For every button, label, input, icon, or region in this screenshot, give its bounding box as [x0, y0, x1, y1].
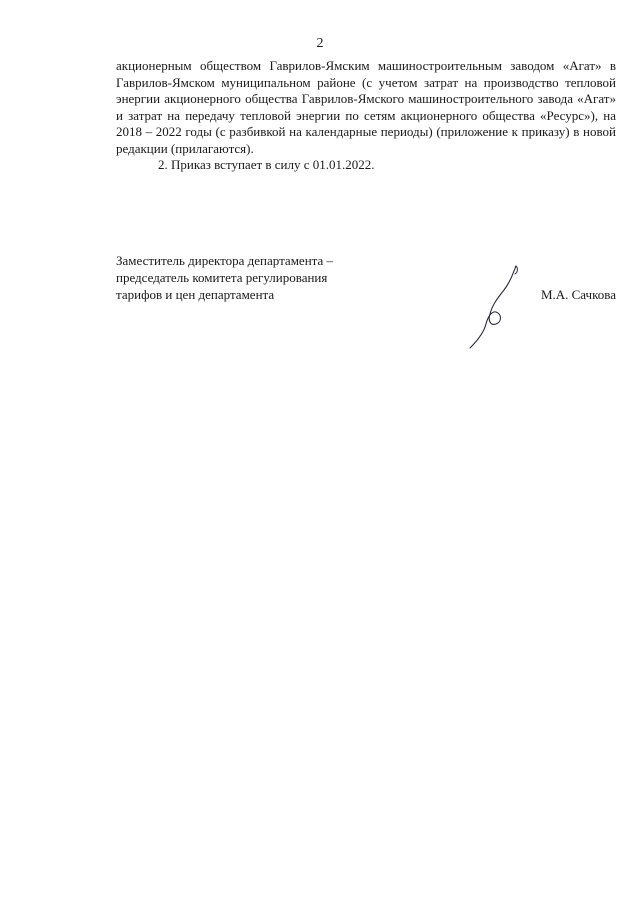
signer-title [116, 252, 416, 303]
signer-title-line: Заместитель директора департамента – [116, 253, 334, 268]
signer-title-line: тарифов и цен департамента [116, 287, 275, 302]
handwritten-signature [466, 262, 536, 352]
paragraph-continuation: акционерным обществом Гаврилов-Ямским машиностроительным заводом «Агат» в Гаврилов-Ямском муниципальном районе (с учетом затрат на производство тепловой энергии акционерного общества Гаврилов-Ямского машиностроительного завода «Агат» и затрат на передачу тепловой энергии по сетям акционерного общества «Ресурс»), на 2018 – 2022 годы (с разбивкой на календарные периоды) (приложение к приказу) в новой редакции (прилагаются). [116, 58, 616, 156]
paragraph-effective-date: 2. Приказ вступает в силу с 01.01.2022. [158, 157, 375, 172]
document-body [116, 58, 616, 174]
signature-block [116, 252, 616, 352]
signer-title-line: председатель комитета регулирования [116, 270, 328, 285]
signer-name: М.А. Сачкова [540, 287, 616, 302]
page-number: 2 [316, 36, 324, 51]
